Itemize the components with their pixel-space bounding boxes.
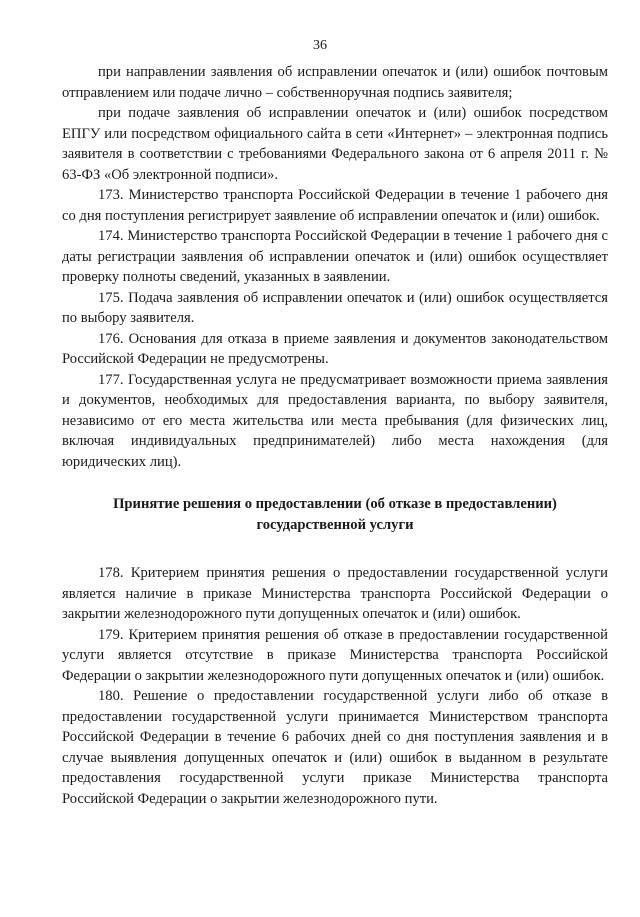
- paragraph-175: 175. Подача заявления об исправлении опечаток и (или) ошибок осуществляется по выбору заявителя.: [62, 289, 608, 326]
- section-heading-line-2: государственной услуги: [256, 516, 414, 533]
- document-body: [62, 62, 608, 809]
- paragraph-178: 178. Критерием принятия решения о предоставлении государственной услуги является наличие в приказе Министерства транспорта Российской Федерации о закрытии железнодорожного пути допущенных опечаток и (или) ошибок.: [62, 565, 608, 622]
- page-number: 36: [313, 38, 327, 53]
- paragraph-signature-epgu: при подаче заявления об исправлении опечаток и (или) ошибок посредством ЕПГУ или посредством официального сайта в сети «Интернет» – электронная подпись заявителя в соответствии с требованиями Федерального закона от 6 апреля 2011 г. № 63-ФЗ «Об электронной подписи».: [62, 105, 608, 183]
- paragraph-173: 173. Министерство транспорта Российской Федерации в течение 1 рабочего дня со дня поступления регистрирует заявление об исправлении опечаток и (или) ошибок.: [62, 187, 608, 224]
- paragraph-180: 180. Решение о предоставлении государственной услуги либо об отказе в предоставлении государственной услуги принимается Министерством транспорта Российской Федерации в течение 6 рабочих дней со дня поступления заявления и в случае выявления допущенных опечаток и (или) ошибок в выданном в результате предоставления государственной услуги приказе Министерства транспорта Российской Федерации о закрытии железнодорожного пути.: [62, 688, 608, 807]
- section-heading: [62, 494, 608, 535]
- paragraph-177: 177. Государственная услуга не предусматривает возможности приема заявления и документов, необходимых для предоставления варианта, по выбору заявителя, независимо от его места жительства или места пребывания (для физических лиц, включая индивидуальных предпринимателей) либо места нахождения (для юридических лиц).: [62, 371, 608, 470]
- paragraph-176: 176. Основания для отказа в приеме заявления и документов законодательством Российской Федерации не предусмотрены.: [62, 330, 608, 367]
- section-heading-line-1: Принятие решения о предоставлении (об отказе в предоставлении): [113, 496, 557, 512]
- paragraph-179: 179. Критерием принятия решения об отказе в предоставлении государственной услуги является отсутствие в приказе Министерства транспорта Российской Федерации о закрытии железнодорожного пути допущенных опечаток и (или) ошибок.: [62, 626, 608, 684]
- paragraph-174: 174. Министерство транспорта Российской Федерации в течение 1 рабочего дня с даты регистрации заявления об исправлении опечаток и (или) ошибок осуществляет проверку полноты сведений, указанных в заявлении.: [62, 228, 608, 285]
- paragraph-signature-mail: при направлении заявления об исправлении опечаток и (или) ошибок почтовым отправлением или подаче лично – собственноручная подпись заявителя;: [62, 64, 608, 101]
